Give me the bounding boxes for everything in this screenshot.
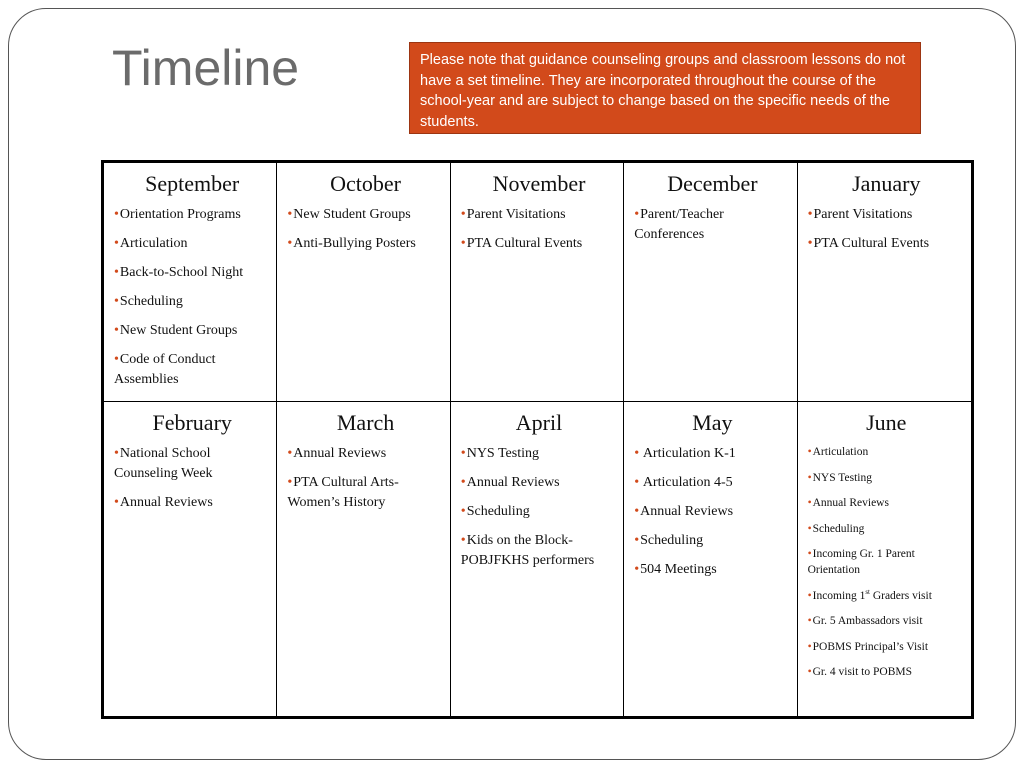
- month-items: [287, 205, 443, 254]
- list-item: • POBMS Principal’s Visit: [808, 639, 965, 655]
- month-items: [634, 444, 790, 580]
- list-item: • Articulation 4-5: [634, 473, 790, 493]
- list-item: • 504 Meetings: [634, 560, 790, 580]
- month-heading: May: [692, 410, 733, 435]
- list-item: • Parent/Teacher Conferences: [634, 205, 790, 245]
- timeline-table: [101, 160, 974, 719]
- month-heading: September: [145, 171, 240, 196]
- month-heading: June: [866, 410, 907, 435]
- list-item-text-rest: Graders visit: [869, 589, 932, 602]
- list-item: • Orientation Programs: [114, 205, 270, 225]
- list-item: • Parent Visitations: [808, 205, 965, 225]
- list-item: • Annual Reviews: [808, 495, 965, 511]
- month-cell-december: [624, 163, 797, 402]
- list-item: • Gr. 4 visit to POBMS: [808, 664, 965, 680]
- list-item: • Anti-Bullying Posters: [287, 234, 443, 254]
- list-item: • New Student Groups: [287, 205, 443, 225]
- list-item: • Annual Reviews: [461, 473, 617, 493]
- list-item: • Articulation: [114, 234, 270, 254]
- month-heading: April: [515, 410, 563, 435]
- month-cell-february: [104, 402, 277, 716]
- month-items: [461, 205, 617, 254]
- list-item: • Articulation: [808, 444, 965, 460]
- list-item: • Parent Visitations: [461, 205, 617, 225]
- month-cell-may: [624, 402, 797, 716]
- list-item: • Back-to-School Night: [114, 263, 270, 283]
- month-items: [808, 205, 965, 254]
- month-items: [114, 444, 270, 513]
- list-item: • Scheduling: [634, 531, 790, 551]
- list-item: • PTA Cultural Events: [461, 234, 617, 254]
- list-item: • Kids on the Block- POBJFKHS performers: [461, 531, 617, 571]
- month-cell-september: [104, 163, 277, 402]
- month-cell-april: [451, 402, 624, 716]
- list-item: • Annual Reviews: [114, 493, 270, 513]
- list-item: • Incoming Gr. 1 Parent Orientation: [808, 546, 965, 578]
- month-heading: December: [667, 171, 758, 196]
- month-heading: October: [330, 171, 402, 196]
- list-item: • Scheduling: [114, 292, 270, 312]
- month-items: [634, 205, 790, 245]
- slide-title: Timeline: [112, 40, 300, 96]
- month-cell-march: [277, 402, 450, 716]
- ordinal-suffix: st: [865, 588, 870, 596]
- month-cell-october: [277, 163, 450, 402]
- list-item: • Articulation K-1: [634, 444, 790, 464]
- month-items: [461, 444, 617, 571]
- list-item: [808, 588, 965, 604]
- month-items: [114, 205, 270, 390]
- month-cell-june: [798, 402, 971, 716]
- month-heading: February: [152, 410, 232, 435]
- list-item: • NYS Testing: [808, 470, 965, 486]
- month-items: [808, 444, 965, 680]
- list-item: • Scheduling: [808, 521, 965, 537]
- list-item: • Scheduling: [461, 502, 617, 522]
- list-item: • National School Counseling Week: [114, 444, 270, 484]
- month-items: [287, 444, 443, 513]
- list-item: • NYS Testing: [461, 444, 617, 464]
- list-item: • Annual Reviews: [287, 444, 443, 464]
- timeline-note-box: Please note that guidance counseling groups and classroom lessons do not have a set timeline. They are incorporated throughout the course of the school-year and are subject to change based on the specific needs of the students.: [409, 42, 921, 134]
- month-heading: November: [492, 171, 586, 196]
- list-item: • PTA Cultural Events: [808, 234, 965, 254]
- list-item: • Code of Conduct Assemblies: [114, 350, 270, 390]
- month-cell-january: [798, 163, 971, 402]
- list-item: • New Student Groups: [114, 321, 270, 341]
- month-cell-november: [451, 163, 624, 402]
- month-heading: March: [336, 410, 395, 435]
- list-item: • Gr. 5 Ambassadors visit: [808, 613, 965, 629]
- list-item: • PTA Cultural Arts- Women’s History: [287, 473, 443, 513]
- list-item-text: Incoming 1: [812, 589, 866, 602]
- month-heading: January: [852, 171, 921, 196]
- list-item: • Annual Reviews: [634, 502, 790, 522]
